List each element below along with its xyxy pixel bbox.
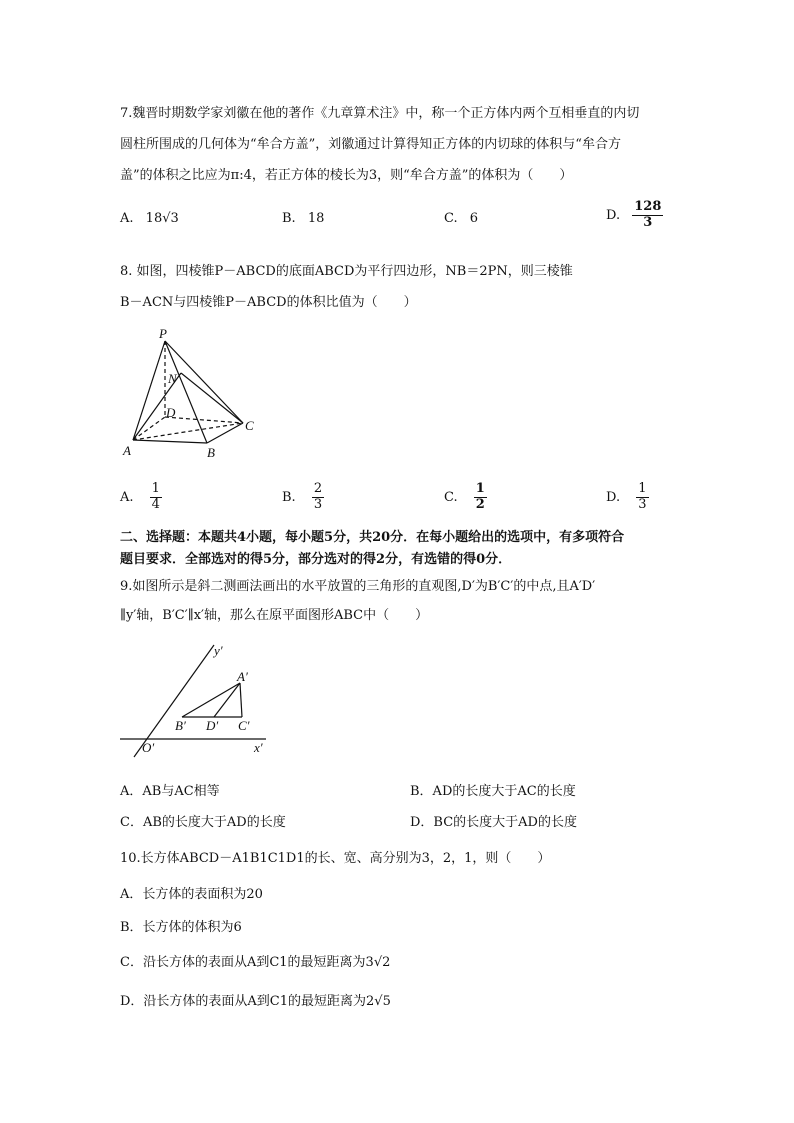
q9-stem-line-1: 9.如图所示是斜二测画法画出的水平放置的三角形的直观图,D′为B′C′的中点,且A′D′	[120, 579, 596, 594]
q8-option-b-numerator: 2	[313, 481, 323, 496]
q8-label-c: C	[245, 418, 254, 433]
q8-option-c-denominator: 2	[475, 496, 485, 512]
q8-option-a[interactable]	[120, 482, 162, 513]
q9-label-b: B′	[175, 718, 186, 733]
q8-pyramid-figure	[115, 325, 275, 465]
q9-option-c[interactable]: C．AB的长度大于AD的长度	[120, 815, 286, 830]
q8-label-d: D	[166, 405, 176, 420]
q9-oblique-figure	[118, 635, 278, 760]
q8-option-d-fraction	[636, 482, 648, 513]
q7-stem-line-2: 圆柱所围成的几何体为“牟合方盖”，刘徽通过计算得知正方体的内切球的体积与“牟合方	[120, 137, 621, 152]
q8-option-a-label: A.	[120, 489, 134, 505]
q8-option-d[interactable]	[606, 482, 649, 513]
q7-option-c-label: C.	[444, 211, 458, 226]
q7-option-b-value: 18	[307, 211, 325, 226]
q9-option-d[interactable]: D．BC的长度大于AD的长度	[410, 815, 577, 830]
section-2-heading-line-1: 二、选择题：本题共4小题，每小题5分，共20分．在每小题给出的选项中，有多项符合	[120, 530, 625, 545]
q9-label-y-axis: y′	[214, 643, 223, 658]
q7-option-d-denominator: 3	[643, 214, 653, 230]
q8-option-c-label: C.	[444, 489, 458, 505]
q9-label-d: D′	[206, 718, 219, 733]
q8-option-d-numerator: 1	[638, 481, 647, 496]
q8-option-a-fraction	[150, 482, 162, 513]
q9-label-x-axis: x′	[254, 740, 263, 755]
q8-option-d-denominator: 3	[638, 496, 647, 512]
q8-option-b-denominator: 3	[313, 496, 323, 512]
q8-option-a-numerator: 1	[151, 481, 160, 496]
q9-option-a[interactable]: A．AB与AC相等	[120, 784, 220, 799]
q10-option-d[interactable]: D．沿长方体的表面从A到C1的最短距离为2√5	[120, 994, 391, 1009]
q8-option-c[interactable]	[444, 482, 487, 513]
q8-label-a: A	[123, 443, 131, 458]
q8-label-p: P	[159, 326, 167, 341]
q7-option-c-value: 6	[469, 211, 479, 226]
q8-option-c-numerator: 1	[475, 481, 485, 496]
q7-option-b[interactable]	[282, 211, 324, 226]
q7-stem-line-1: 7.魏晋时期数学家刘徽在他的著作《九章算术注》中，称一个正方体内两个互相垂直的内切	[120, 106, 640, 121]
q9-label-c: C′	[238, 718, 250, 733]
q10-option-b[interactable]: B．长方体的体积为6	[120, 920, 242, 935]
q7-option-c[interactable]	[444, 211, 478, 226]
q10-option-a[interactable]: A．长方体的表面积为20	[120, 887, 263, 902]
q7-option-d-numerator: 128	[634, 199, 662, 214]
q7-option-b-label: B.	[282, 211, 296, 226]
q8-option-b-label: B.	[282, 489, 296, 505]
q8-stem-line-2: B－ACN与四棱锥P－ABCD的体积比值为（ ）	[120, 295, 417, 310]
q8-option-a-denominator: 4	[151, 496, 160, 512]
q8-label-n: N	[168, 371, 177, 386]
q9-option-b[interactable]: B．AD的长度大于AC的长度	[410, 784, 576, 799]
q8-label-b: B	[207, 445, 215, 460]
q8-option-b-fraction	[312, 482, 324, 513]
q9-stem-line-2: ∥y′轴，B′C′∥x′轴，那么在原平面图形ABC中（ ）	[120, 608, 429, 623]
q9-label-o: O′	[142, 740, 155, 755]
q7-option-d[interactable]	[606, 200, 663, 231]
q9-label-a: A′	[237, 669, 248, 684]
q8-option-b[interactable]	[282, 482, 324, 513]
q8-stem-line-1: 8. 如图，四棱锥P－ABCD的底面ABCD为平行四边形，NB＝2PN，则三棱锥	[120, 264, 573, 279]
q7-option-a[interactable]	[120, 211, 179, 226]
q7-stem-line-3: 盖”的体积之比应为π:4，若正方体的棱长为3，则“牟合方盖”的体积为（ ）	[120, 168, 573, 183]
section-2-heading-line-2: 题目要求．全部选对的得5分，部分选对的得2分，有选错的得0分．	[120, 552, 512, 567]
q7-option-a-label: A.	[120, 211, 134, 226]
q10-stem: 10.长方体ABCD－A1B1C1D1的长、宽、高分别为3，2，1，则（ ）	[120, 851, 551, 866]
q7-option-a-value: 18√3	[145, 211, 179, 226]
q10-option-c[interactable]: C．沿长方体的表面从A到C1的最短距离为3√2	[120, 955, 391, 970]
q7-option-d-label: D.	[606, 207, 621, 223]
q8-option-d-label: D.	[606, 489, 621, 505]
q7-option-d-fraction	[632, 200, 663, 231]
q8-option-c-fraction	[474, 482, 487, 513]
